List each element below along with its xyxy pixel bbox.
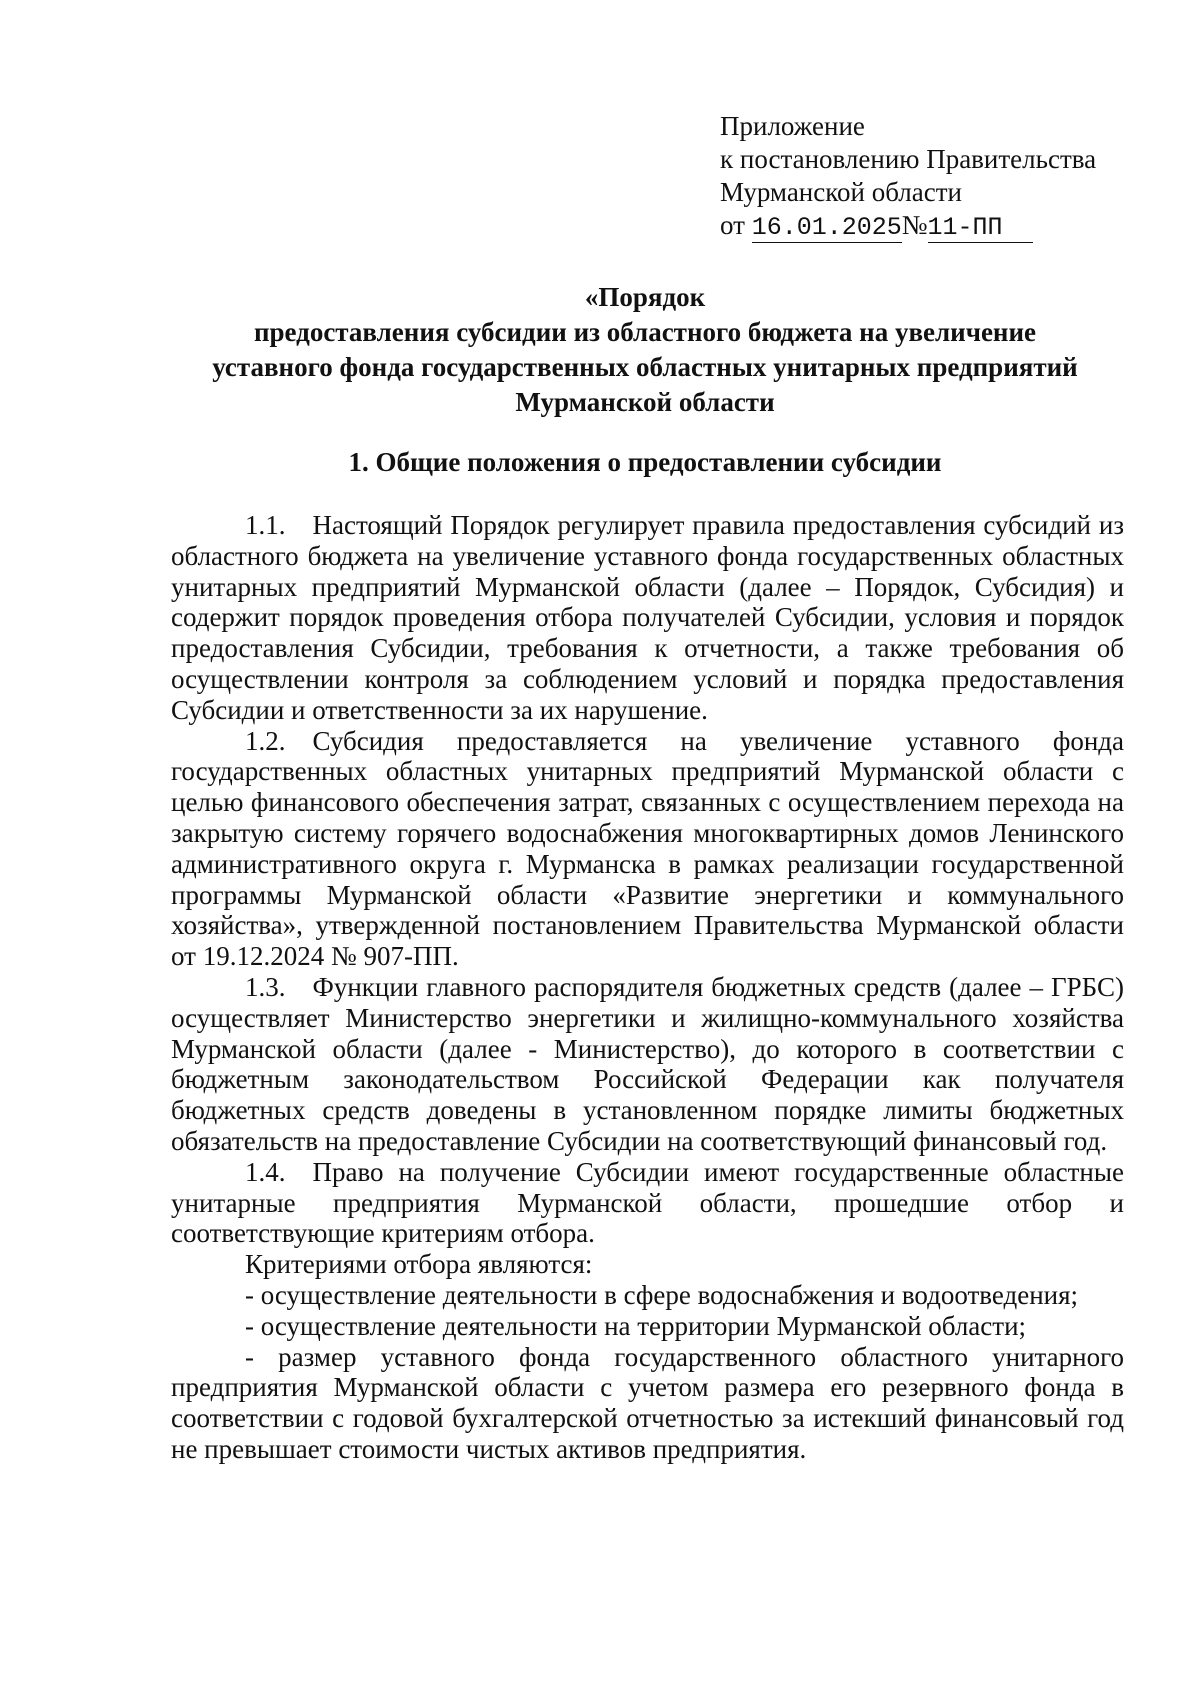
annex-date-prefix: от [720, 210, 745, 240]
paragraph-1-3: 1.3. Функции главного распорядителя бюджетных средств (далее – ГРБС) осуществляет Министерство энергетики и жилищно-коммунального хозяйства Мурманской области (далее - Министерство), до которого в соответствии с бюджетным законодательством Российской Федерации как получателя бюджетных средств доведены в установленном порядке лимиты бюджетных обязательств на предоставление Субсидии на соответствующий финансовый год. [171, 971, 1124, 1156]
criteria-intro: Критериями отбора являются: [245, 1249, 593, 1280]
annex-reference: к постановлению Правительства [720, 144, 1097, 174]
section-heading: 1. Общие положения о предоставлении субсидии [348, 447, 942, 477]
paragraph-1-2: 1.2. Субсидия предоставляется на увеличение уставного фонда государственных областных унитарных предприятий Мурманской области с целью финансового обеспечения затрат, связанных с осуществлением перехода на закрытую систему горячего водоснабжения многоквартирных домов Ленинского административного округа г. Мурманска в рамках реализации государственной программы Мурманской области «Развитие энергетики и коммунального хозяйства», утвержденной постановлением Правительства Мурманской области от 19.12.2024 № 907-ПП. [171, 725, 1124, 972]
annex-number: 11-ПП [927, 213, 1003, 242]
annex-header [720, 110, 1096, 244]
paragraph-1-1: 1.1. Настоящий Порядок регулирует правила предоставления субсидий из областного бюджета на увеличение уставного фонда государственных областных унитарных предприятий Мурманской области (далее – Порядок, Субсидия) и содержит порядок проведения отбора получателей Субсидии, условия и порядок предоставления Субсидии, требования к отчетности, а также требования об осуществлении контроля за соблюдением условий и порядка предоставления Субсидии и ответственности за их нарушение. [171, 510, 1124, 725]
annex-region: Мурманской области [720, 177, 962, 207]
annex-date-line [720, 209, 1096, 244]
criterion-item: - осуществление деятельности в сфере водоснабжения и водоотведения; [245, 1279, 1079, 1310]
paragraph-1-4: 1.4. Право на получение Субсидии имеют государственные областные унитарные предприятия Мурманской области, прошедшие отбор и соответствующие критериям отбора. [171, 1156, 1124, 1249]
criterion-item: - осуществление деятельности на территории Мурманской области; [245, 1310, 1027, 1341]
annex-number-underline-tail [1003, 213, 1033, 243]
document-body [171, 510, 1124, 1465]
annex-label: Приложение [720, 111, 865, 141]
title-line-4: Мурманской области [515, 387, 775, 417]
criterion-item: - размер уставного фонда государственного областного унитарного предприятия Мурманской области с учетом размера его резервного фонда в соответствии с годовой бухгалтерской отчетностью за истекший финансовый год не превышает стоимости чистых активов предприятия. [171, 1341, 1124, 1464]
title-line-2: предоставления субсидии из областного бюджета на увеличение [253, 317, 1037, 347]
annex-date: 16.01.2025 [751, 213, 902, 242]
title-line-3: уставного фонда государственных областных унитарных предприятий [212, 352, 1078, 382]
document-title [170, 280, 1120, 420]
annex-number-sign: № [901, 210, 928, 240]
title-line-1: «Порядок [584, 282, 706, 312]
